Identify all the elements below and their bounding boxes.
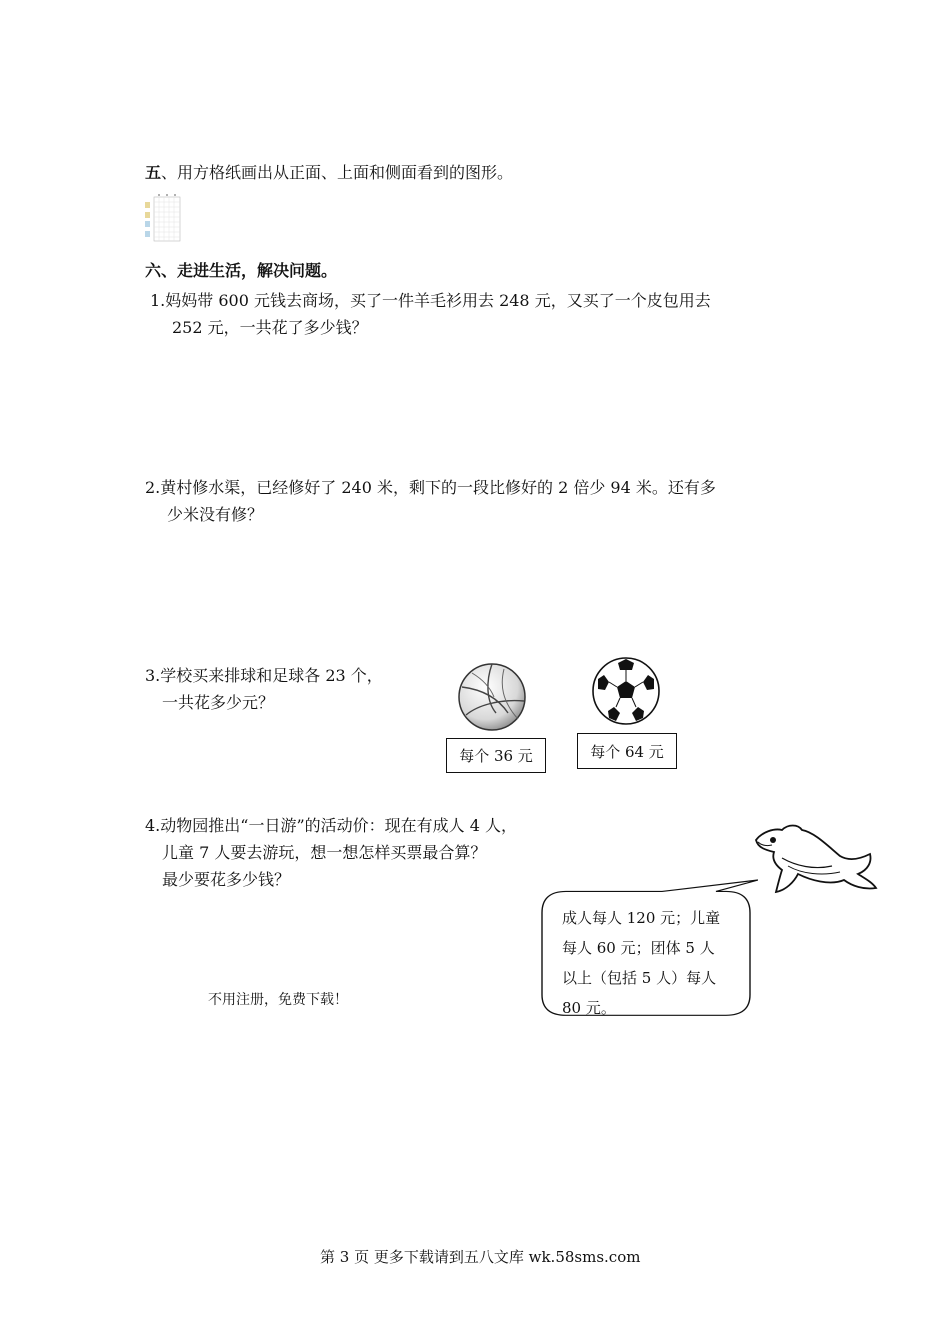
problem-4-line3: 最少要花多少钱？ (162, 870, 291, 889)
problem-2-line1: 2.黄村修水渠，已经修好了 240 米，剩下的一段比修好的 2 倍少 94 米。还有多 (145, 478, 716, 497)
football-price-label: 每个 64 元 (577, 733, 677, 769)
bubble-text (562, 903, 752, 1023)
page-footer: 第 3 页 更多下载请到五八文库 wk.58sms.com (320, 1248, 641, 1266)
volleyball-price-label: 每个 36 元 (446, 738, 546, 773)
grid-paper-figure (142, 193, 182, 247)
problem-2-line2: 少米没有修？ (167, 505, 264, 524)
problem-4-line2: 儿童 7 人要去游玩，想一想怎样买票最合算？ (162, 843, 487, 862)
dolphin-image (752, 818, 880, 904)
problem-3-line1: 3.学校买来排球和足球各 23 个， (145, 666, 383, 685)
section5-number: 五 (145, 163, 162, 182)
problem-1-line2: 252 元，一共花了多少钱？ (172, 318, 368, 337)
problem-1 (150, 287, 711, 341)
volleyball-image (456, 661, 528, 737)
problem-4 (145, 812, 517, 893)
problem-2 (145, 474, 716, 528)
bubble-line-3: 以上（包括 5 人）每人 (562, 969, 717, 987)
bubble-line-2: 每人 60 元；团体 5 人 (562, 939, 715, 957)
bubble-line-1: 成人每人 120 元；儿童 (562, 909, 721, 927)
section6-heading: 六、走进生活，解决问题。 (145, 261, 338, 280)
watermark-note: 不用注册，免费下载！ (208, 992, 348, 1008)
bubble-line-4: 80 元。 (562, 999, 616, 1017)
section5-text: 、用方格纸画出从正面、上面和侧面看到的图形。 (161, 163, 514, 182)
problem-3 (145, 662, 383, 716)
problem-3-line2: 一共花多少元？ (162, 693, 275, 712)
football-image (590, 655, 662, 731)
problem-1-line1: 1.妈妈带 600 元钱去商场，买了一件羊毛衫用去 248 元，又买了一个皮包用去 (150, 291, 711, 310)
section5-heading (145, 160, 513, 183)
problem-4-line1: 4.动物园推出“一日游”的活动价：现在有成人 4 人， (145, 816, 517, 835)
